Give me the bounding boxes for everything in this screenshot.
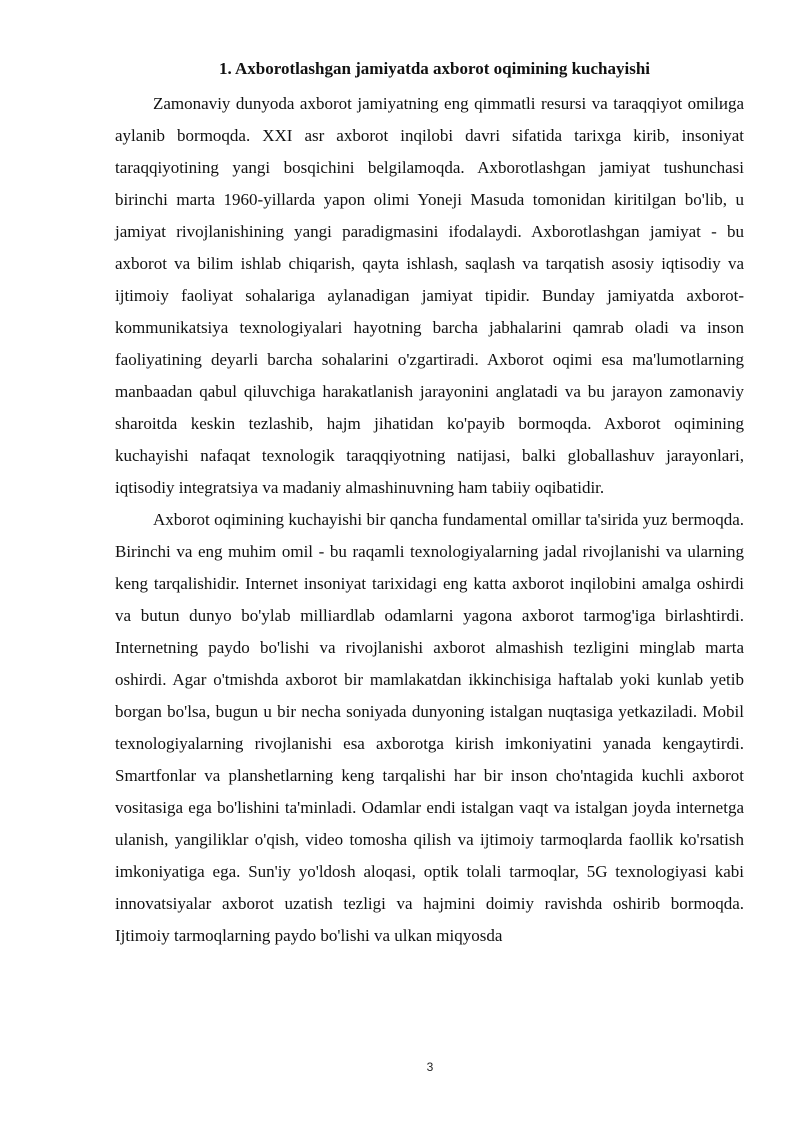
- paragraph-1: Zamonaviy dunyoda axborot jamiyatning eng qimmatli resursi va taraqqiyot omilиga aylanib bormoqda. XXI asr axborot inqilobi davri sifatida tarixga kirib, insoniyat taraqqiyotining yangi bosqichini belgilamoqda. Axborotlashgan jamiyat tushunchasi birinchi marta 1960-yillarda yapon olimi Yoneji Masuda tomonidan kiritilgan bo'lib, u jamiyat rivojlanishining yangi paradigmasini ifodalaydi. Axborotlashgan jamiyat - bu axborot va bilim ishlab chiqarish, qayta ishlash, saqlash va tarqatish asosiy iqtisodiy va ijtimoiy faoliyat sohalariga aylanadigan jamiyat tipidir. Bunday jamiyatda axborot-kommunikatsiya texnologiyalari hayotning barcha jabhalarini qamrab oladi va inson faoliyatining deyarli barcha sohalarini o'zgartiradi. Axborot oqimi esa ma'lumotlarning manbaadan qabul qiluvchiga harakatlanish jarayonini anglatadi va bu jarayon zamonaviy sharoitda keskin tezlashib, hajm jihatidan ko'payib bormoqda. Axborot oqimining kuchayishi nafaqat texnologik taraqqiyotning natijasi, balki globallashuv jarayonlari, iqtisodiy integratsiya va madaniy almashinuvning ham tabiiy oqibatidir.: [115, 94, 744, 497]
- page-number: 3: [426, 1060, 434, 1074]
- section-heading: 1. Axborotlashgan jamiyatda axborot oqimining kuchayishi: [218, 59, 651, 78]
- paragraph-2: Axborot oqimining kuchayishi bir qancha fundamental omillar ta'sirida yuz bermoqda. Birinchi va eng muhim omil - bu raqamli texnologiyalarning jadal rivojlanishi va ularning keng tarqalishidir. Internet insoniyat tarixidagi eng katta axborot inqilobini amalga oshirdi va butun dunyo bo'ylab milliardlab odamlarni yagona axborot tarmog'iga birlashtirdi. Internetning paydo bo'lishi va rivojlanishi axborot almashish tezligini minglab marta oshirdi. Agar o'tmishda axborot bir mamlakatdan ikkinchisiga haftalab yoki kunlab yetib borgan bo'lsa, bugun u bir necha soniyada dunyoning istalgan nuqtasiga yetkaziladi. Mobil texnologiyalarning rivojlanishi esa axborotga kirish imkoniyatini yanada kengaytirdi. Smartfonlar va planshetlarning keng tarqalishi har bir inson cho'ntagida kuchli axborot vositasiga ega bo'lishini ta'minladi. Odamlar endi istalgan vaqt va istalgan joyda internetga ulanish, yangiliklar o'qish, video tomosha qilish va ijtimoiy tarmoqlarda faollik ko'rsatish imkoniyatiga ega. Sun'iy yo'ldosh aloqasi, optik tolali tarmoqlar, 5G texnologiyasi kabi innovatsiyalar axborot uzatish tezligi va hajmini doimiy ravishda oshirib bormoqda. Ijtimoiy tarmoqlarning paydo bo'lishi va ulkan miqyosda: [115, 510, 744, 945]
